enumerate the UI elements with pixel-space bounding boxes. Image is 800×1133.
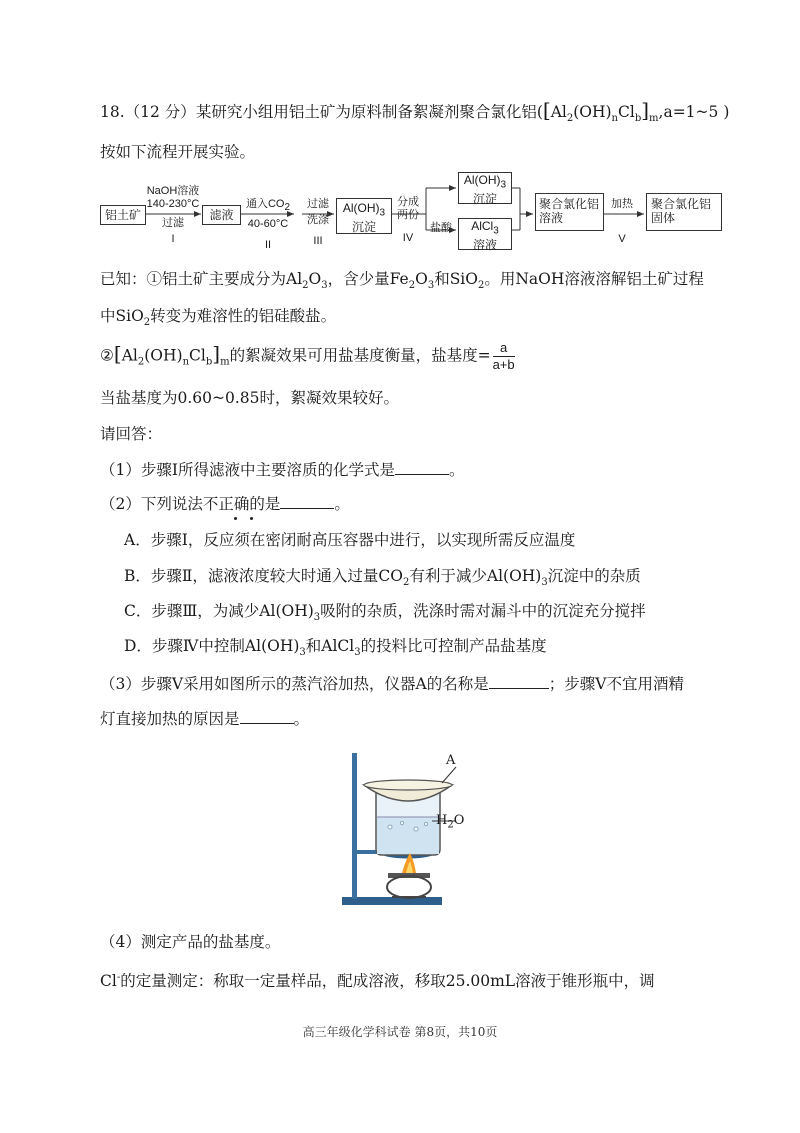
option-c: C．步骤Ⅲ，为减少$Al(OH)_3$吸附的杂质，洗涤时需对漏斗中的沉淀充分搅拌 — [124, 602, 646, 624]
box-pac-solid: 聚合氯化铝 固体 — [646, 193, 722, 231]
q4-line2: Cl-的定量测定：称取一定量样品，配成溶液，移取25.00mL溶液于锥形瓶中，调 — [100, 972, 655, 991]
box-bauxite: 铝土矿 — [100, 205, 146, 225]
burner-body — [387, 876, 431, 898]
basicity-fraction: $\frac{a}{a+b}$ — [492, 340, 515, 372]
box-aloh3-precipitate: $Al(OH)_3$ 沉淀 — [336, 198, 392, 234]
apparatus-drawing — [330, 745, 490, 915]
emphasis-dot-2 — [250, 517, 253, 520]
q3: （3）步骤V采用如图所示的蒸汽浴加热，仪器A的名称是 ；步骤V不宜用酒精 — [100, 675, 684, 693]
hydrochloric-acid-label: 盐酸 — [430, 222, 452, 234]
option-b: B．步骤Ⅱ，滤液浓度较大时通入过量$CO_2$有利于减少$Al(OH)_3$沉淀中的杂质 — [124, 567, 641, 589]
q2-answer-blank[interactable] — [280, 493, 334, 509]
steam-bath-figure — [330, 745, 490, 915]
question-title: 18.（12 分）某研究小组用铝土矿为原料制备絮凝剂聚合氯化铝($[Al_2(OH)_nCl_b]_m,a=1\sim 5$ ) — [100, 98, 730, 125]
known-line4: 当盐基度为0.60~0.85时，絮凝效果较好。 — [100, 389, 400, 407]
option-d: D．步骤Ⅳ中控制$Al(OH)_3$和AlCl$_3$的投料比可控制产品盐基度 — [124, 637, 547, 659]
label-a: A — [446, 753, 456, 768]
q2: （2）下列说法不正确的是 。 — [100, 495, 350, 513]
step4-label: 分成 两份 IV — [397, 196, 419, 244]
known-line3: $②[Al_2(OH)_nCl_b]_m$的絮凝效果可用盐基度衡量，盐基度= $\frac{a}{a+b}$ — [100, 340, 515, 372]
box-pac-solution: 聚合氯化铝 溶液 — [535, 193, 604, 231]
known-line2: 中SiO$_2$转变为难溶性的铝硅酸盐。 — [100, 307, 337, 329]
question-formula-suffix: ,a=1~5 ) — [658, 103, 730, 121]
step5-label: 加热 V — [611, 198, 633, 245]
q4: （4）测定产品的盐基度。 — [100, 933, 281, 951]
question-score: （12 分） — [124, 103, 196, 121]
water — [377, 817, 439, 854]
emphasis-dot-1 — [234, 517, 237, 520]
q1: （1）步骤Ⅰ所得滤液中主要溶质的化学式是 。 — [100, 461, 465, 479]
box-filtrate: 滤液 — [202, 205, 241, 225]
please-answer: 请回答： — [100, 425, 163, 443]
step1-label: NaOH溶液 140-230°C 过滤 I — [146, 185, 200, 245]
q3-answer-blank-2[interactable] — [240, 708, 294, 724]
question-intro: 某研究小组用铝土矿为原料制备絮凝剂聚合氯化铝( — [195, 103, 543, 121]
step2-label: 通入$CO_2$ 40-60°C II — [245, 198, 291, 252]
label-h2o: $H_2O$ — [436, 813, 465, 831]
page-footer: 高三年级化学科试卷 第8页，共10页 — [302, 1025, 498, 1039]
q1-answer-blank[interactable] — [395, 459, 449, 475]
question-intro2: 按如下流程开展实验。 — [100, 143, 256, 161]
known-line1: 已知：①铝土矿主要成分为$Al_2O_3$，含少量$Fe_2O_3$和SiO$_2$。用NaOH溶液溶解铝土矿过程 — [100, 270, 704, 292]
step3-label: 过滤 洗涤 III — [307, 198, 329, 247]
option-a: A．步骤Ⅰ，反应须在密闭耐高压容器中进行，以实现所需反应温度 — [124, 531, 576, 549]
box-alcl3-solution: AlCl$_3$ 溶液 — [458, 218, 512, 250]
box-aloh3-upper: $Al(OH)_3$ 沉淀 — [458, 172, 512, 204]
question-number: 18. — [100, 103, 125, 121]
q3-answer-blank-1[interactable] — [489, 673, 549, 689]
stand-rod — [352, 753, 357, 899]
q3-line2: 灯直接加热的原因是 。 — [100, 710, 310, 728]
